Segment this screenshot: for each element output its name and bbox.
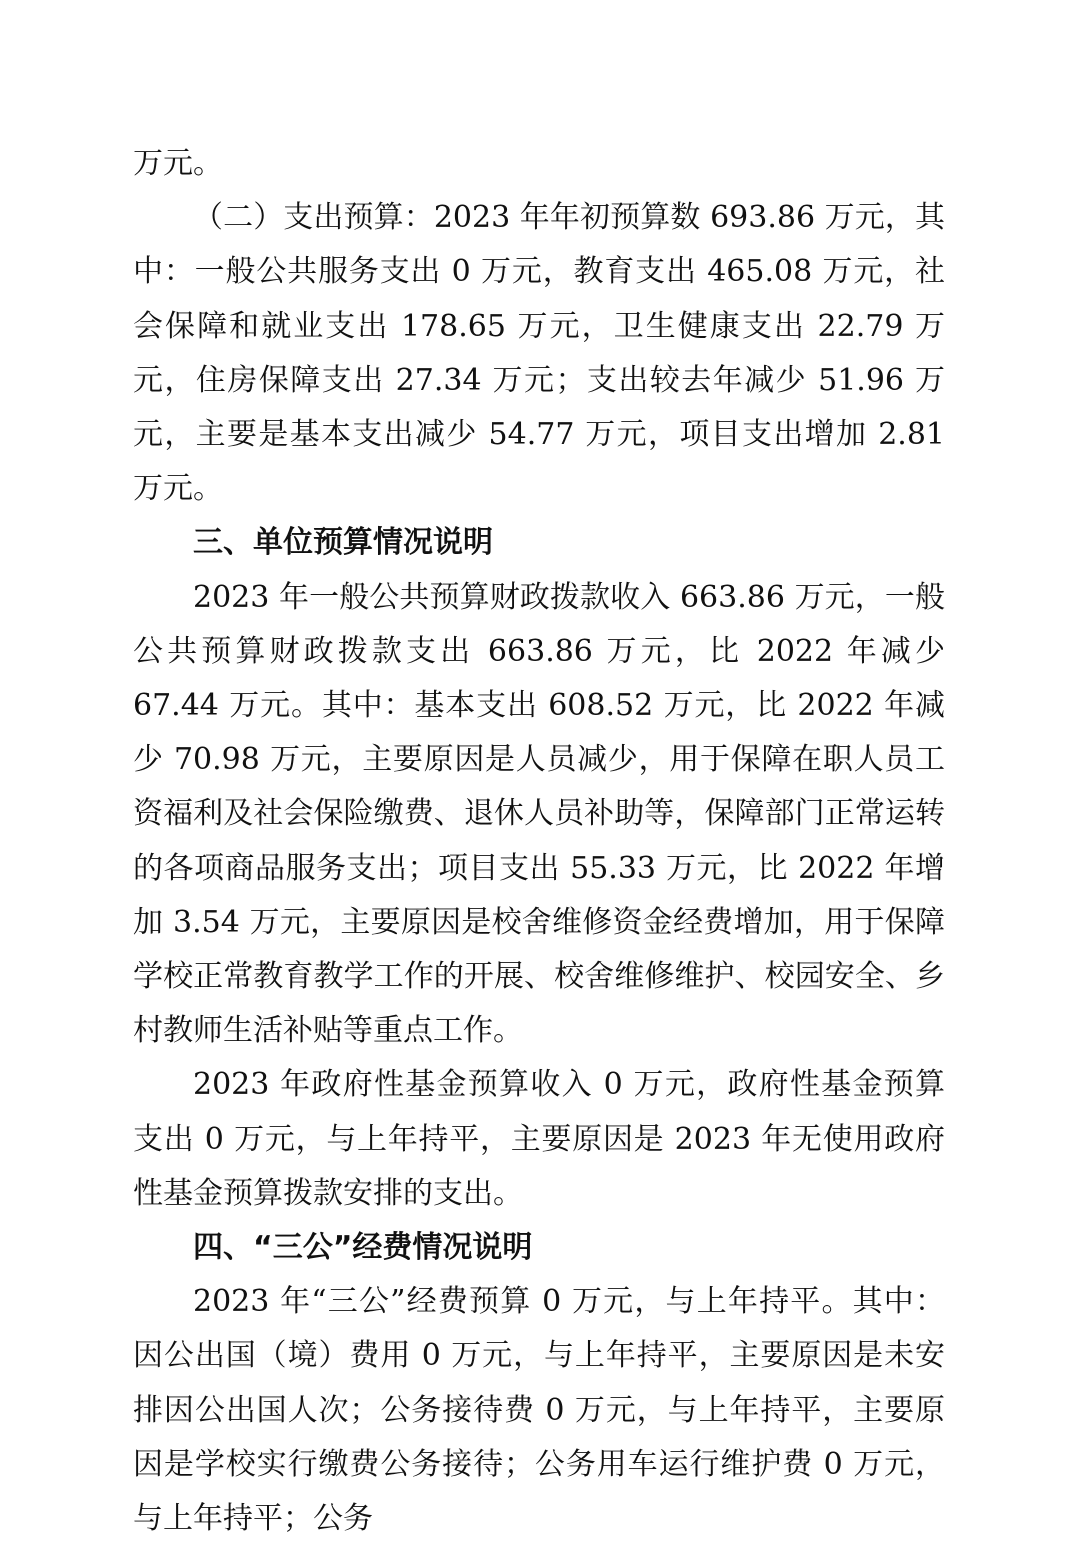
paragraph-general-budget: 2023 年一般公共预算财政拨款收入 663.86 万元，一般公共预算财政拨款支出 663.86 万元，比 2022 年减少 67.44 万元。其中：基本支出 608.52 万元，比 2022 年减少 70.98 万元，主要原因是人员减少，用于保障在职人员工资福利及社会保险缴费、退休人员补助等，保障部门正常运转的各项商品服务支出；项目支出 55.33 万元，比 2022 年增加 3.54 万元，主要原因是校舍维修资金经费增加，用于保障学校正常教育教学工作的开展、校舍维修维护、校园安全、乡村教师生活补贴等重点工作。 bbox=[133, 579, 945, 1049]
paragraph-continuation: 万元。 bbox=[133, 146, 223, 181]
document-body bbox=[133, 137, 945, 1546]
paragraph-expenditure-budget: （二）支出预算：2023 年年初预算数 693.86 万元，其中：一般公共服务支出 0 万元，教育支出 465.08 万元，社会保障和就业支出 178.65 万元，卫生健康支出 22.79 万元，住房保障支出 27.34 万元；支出较去年减少 51.96 万元，主要是基本支出减少 54.77 万元，项目支出增加 2.81 万元。 bbox=[133, 200, 945, 507]
section-heading-three-public: 四、“三公”经费情况说明 bbox=[193, 1230, 533, 1266]
paragraph-three-public-expenses: 2023 年“三公”经费预算 0 万元，与上年持平。其中：因公出国（境）费用 0 万元，与上年持平，主要原因是未安排因公出国人次；公务接待费 0 万元，与上年持平，主要原因是学校实行缴费公务接待；公务用车运行维护费 0 万元，与上年持平；公务 bbox=[133, 1284, 945, 1537]
section-heading-unit-budget: 三、单位预算情况说明 bbox=[193, 525, 493, 561]
paragraph-government-fund: 2023 年政府性基金预算收入 0 万元，政府性基金预算支出 0 万元，与上年持平，主要原因是 2023 年无使用政府性基金预算拨款安排的支出。 bbox=[133, 1067, 945, 1211]
